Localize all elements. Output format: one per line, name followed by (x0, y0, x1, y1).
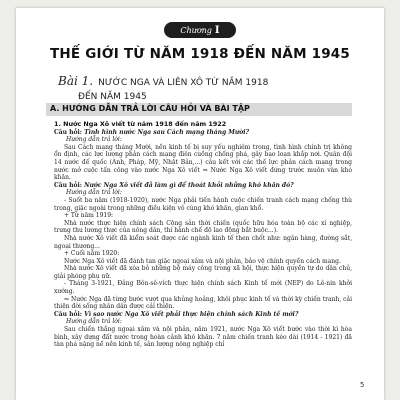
answer-hint: Hướng dẫn trả lời: (66, 136, 122, 144)
answer-paragraph: Nhà nước thực hiện chính sách Cộng sản thời chiến (quốc hữu hóa toàn bộ các xí nghiệp, trưng thu lương thực của nông dân, thi hành chế độ lao động bắt buộc...). (54, 219, 352, 235)
answer-paragraph: + Cuối năm 1920: (64, 250, 120, 258)
chapter-number: I (214, 24, 220, 36)
lesson-title (58, 70, 358, 102)
answer-paragraph: - Suốt ba năm (1918-1920), nước Nga phải tiến hành cuộc chiến tranh cách mạng chống thù trong, giặc ngoài trong những điều kiện vô cùng khó khăn, gian khổ. (54, 196, 352, 212)
answer-hint: Hướng dẫn trả lời: (66, 189, 122, 197)
page-number: 5 (360, 381, 365, 389)
question-label: Câu hỏi: (54, 181, 82, 189)
subsection-heading: 1. Nước Nga Xô viết từ năm 1918 đến năm 1922 (54, 120, 227, 128)
question-label: Câu hỏi: (54, 310, 82, 318)
question-text: Vì sao nước Nga Xô viết phải thực hiện chính sách Kinh tế mới? (81, 310, 299, 318)
question-text: Tình hình nước Nga sau Cách mạng tháng Mười? (81, 128, 250, 136)
answer-paragraph: Nhà nước Xô viết đã xóa bỏ những bộ máy công trong xã hội, thực hiện quyền tự do dân chủ, giải phóng phụ nữ. (54, 265, 352, 280)
page-body (54, 121, 352, 349)
lesson-title-line2: ĐẾN NĂM 1945 (78, 92, 147, 102)
lesson-prefix: Bài 1. (58, 74, 94, 88)
answer-paragraph: Nước Nga Xô viết đã đánh tan giặc ngoại xâm và nội phản, bảo vệ chính quyền cách mạng. (64, 257, 341, 265)
answer-paragraph: - Tháng 3-1921, Đảng Bôn-sê-vích thực hiện chính sách Kinh tế mới (NEP) do Lê-nin khởi xướng. (54, 280, 352, 296)
chapter-badge (164, 22, 236, 38)
section-header-bar (46, 103, 352, 116)
answer-paragraph: Sau chiến thắng ngoại xâm và nội phản, năm 1921, nước Nga Xô viết bước vào thời kì hòa bình, xây dựng đất nước trong hoàn cảnh khó khăn. 7 năm chiến tranh kéo dài (1914 - 1921) đã tàn phá nặng nề nền kinh tế, sản lượng nông nghiệp chỉ (54, 326, 352, 349)
question-text: Nước Nga Xô viết đã làm gì để thoát khỏi những khó khăn đó? (81, 181, 294, 189)
answer-paragraph: ⇒ Nước Nga đã từng bước vượt qua khủng hoảng, khôi phục kinh tế và thời kỳ chiến tranh, cải thiện đời sống nhân dân được cải thiện. (54, 295, 352, 311)
section-a-heading: A. HƯỚNG DẪN TRẢ LỜI CÂU HỎI VÀ BÀI TẬP (50, 104, 250, 113)
answer-paragraph: Sau Cách mạng tháng Mười, nền kinh tế bị suy yếu nghiêm trọng, tình hình chính trị không ổn định, các lực lượng phản cách mạng điên cuồng chống phá, gây bạo loạn khắp nơi. Quân đội 14 nước đế quốc (Anh, Pháp, Mỹ, Nhật Bản,...) câu kết với các thế lực phản cách mạng trong nước mở cuộc tấn công vào nước Nga Xô viết ⇒ Nước Nga Xô viết đứng trước muôn vàn khó khăn. (54, 143, 352, 182)
question-2 (54, 182, 352, 190)
question-1 (54, 129, 352, 137)
answer-paragraph: + Từ năm 1919: (64, 212, 114, 220)
answer-hint: Hướng dẫn trả lời: (66, 318, 122, 326)
chapter-word: Chương (180, 25, 212, 35)
question-label: Câu hỏi: (54, 128, 82, 136)
answer-paragraph: Nhà nước Xô viết đã kiểm soát được các ngành kinh tế then chốt như: ngân hàng, đường sắt, ngoại thương... (54, 234, 352, 250)
book-page (16, 8, 384, 400)
lesson-title-line1: NƯỚC NGA VÀ LIÊN XÔ TỪ NĂM 1918 (98, 78, 269, 88)
question-3 (54, 311, 352, 319)
main-title: THẾ GIỚI TỪ NĂM 1918 ĐẾN NĂM 1945 (50, 46, 350, 62)
